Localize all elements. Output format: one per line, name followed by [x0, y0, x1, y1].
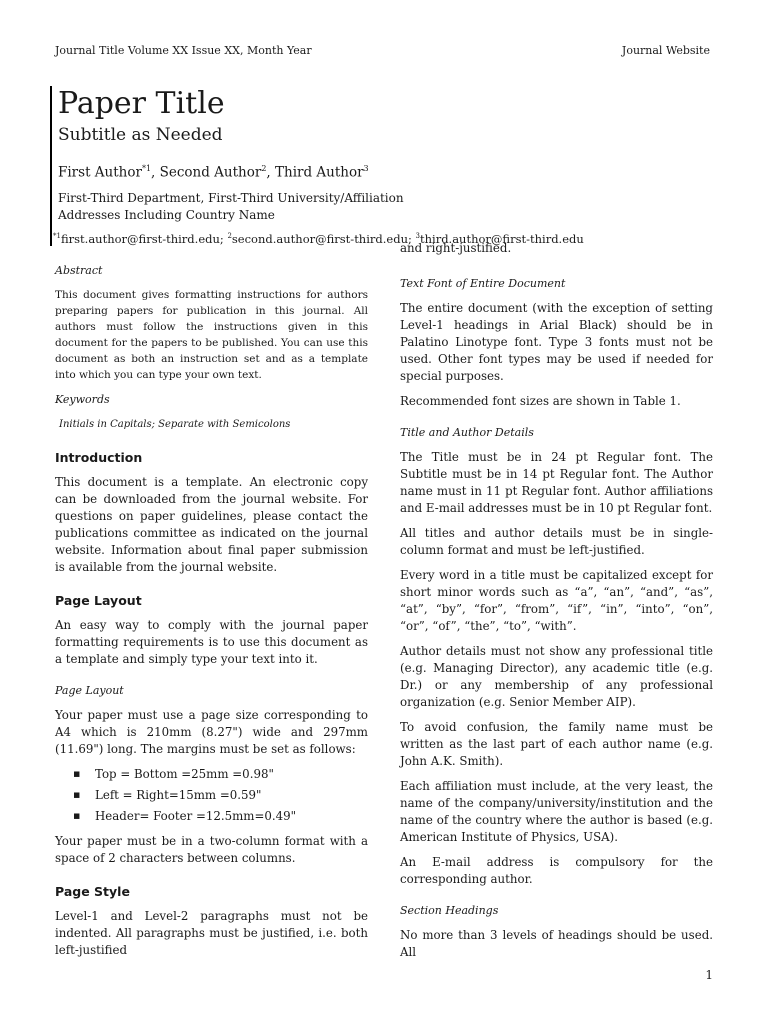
page-layout-text: An easy way to comply with the journal paper formatting requirements is to use this document as a template and simply type your text into it. [55, 618, 368, 666]
running-header-right: Journal Website [621, 44, 710, 57]
page-style-text: Level-1 and Level-2 paragraphs must not be indented. All paragraphs must be justified, i.e. both left-justified [55, 909, 368, 957]
abstract-text: This document gives formatting instructions for authors preparing papers for publication in this journal. All authors must follow the instructions given in this document for the papers to be published. You can use this document as both an instruction set and as a template into which you can type your own text. [55, 289, 368, 381]
text-font-heading: Text Font of Entire Document [400, 277, 566, 290]
author-list [58, 160, 598, 182]
text-font-text: The entire document (with the exception of setting Level-1 headings in Arial Black) should be in Palatino Linotype font. Type 3 fonts must not be used. Other font types may be used if needed for special purposes. [400, 301, 713, 383]
capitalization-text: Every word in a title must be capitalized except for short minor words such as “a”, “an”, “and”, “as”, “at”, “by”, “for”, “from”, “if”, “in”, “into”, “on”, “or”, “of”, “the”, “to”, “with”. [400, 568, 713, 633]
section-headings-heading: Section Headings [400, 904, 499, 917]
title-author-heading: Title and Author Details [400, 426, 534, 439]
affiliation [58, 190, 598, 224]
two-column-text: Your paper must be in a two-column format with a space of 2 characters between columns. [55, 834, 368, 865]
title-block [50, 86, 598, 246]
email-rule-text: An E-mail address is compulsory for the corresponding author. [400, 855, 713, 886]
page-layout-heading: Page Layout [55, 593, 142, 608]
abstract-heading: Abstract [55, 264, 103, 277]
keywords-text: Initials in Capitals; Separate with Semicolons [59, 419, 291, 430]
author-1: First Author [58, 164, 142, 181]
author-3-sup: 3 [363, 164, 369, 173]
paper-title: Paper Title [58, 86, 225, 121]
author-3: , Third Author [266, 164, 364, 181]
font-sizes-text: Recommended font sizes are shown in Table 1. [400, 394, 681, 408]
family-name-text: To avoid confusion, the family name must be written as the last part of each author name (e.g. John A.K. Smith). [400, 720, 713, 768]
margin-list [55, 766, 368, 825]
title-author-text: The Title must be in 24 pt Regular font. The Subtitle must be in 14 pt Regular font. The Author name must in 11 pt Regular font. Author affiliations and E-mail addresses must be in 10 pt Regular font. [400, 450, 713, 515]
single-column-text: All titles and author details must be in single-column format and must be left-justified. [400, 526, 713, 557]
professional-title-text: Author details must not show any professional title (e.g. Managing Director), any academic title (e.g. Dr.) or any membership of any professional organization (e.g. Senior Member AIP). [400, 644, 713, 709]
left-column [55, 262, 368, 967]
introduction-heading: Introduction [55, 450, 143, 465]
paper-subtitle: Subtitle as Needed [58, 125, 223, 145]
list-item: ▪ Header= Footer =12.5mm=0.49" [55, 808, 368, 825]
list-item: ▪ Top = Bottom =25mm =0.98" [55, 766, 368, 783]
affiliation-rule-text: Each affiliation must include, at the very least, the name of the company/university/institution and the name of the country where the author is based (e.g. American Institute of Physics, USA). [400, 779, 713, 844]
page-number: 1 [705, 968, 713, 982]
introduction-text: This document is a template. An electronic copy can be downloaded from the journal website. For questions on paper guidelines, please contact the publications committee as indicated on the journal website. Information about final paper submission is available from the journal website. [55, 475, 368, 574]
email-1: first.author@first-third.edu; [60, 231, 228, 246]
continued-text: and right-justified. [400, 241, 512, 255]
page-style-heading: Page Style [55, 884, 130, 899]
author-2-sup: 2 [261, 164, 267, 173]
right-column [400, 240, 713, 969]
running-header-left: Journal Title Volume XX Issue XX, Month Year [55, 44, 312, 57]
email-3-sup: 3 [415, 231, 420, 240]
section-headings-text: No more than 3 levels of headings should be used. All [400, 928, 713, 959]
author-2: , Second Author [151, 164, 262, 181]
affiliation-line-2: Addresses Including Country Name [58, 207, 275, 222]
author-1-sup: *1 [141, 164, 152, 173]
keywords-heading: Keywords [55, 393, 110, 406]
affiliation-line-1: First-Third Department, First-Third University/Affiliation [58, 190, 404, 205]
email-2-sup: 2 [227, 231, 232, 240]
list-item: ▪ Left = Right=15mm =0.59" [55, 787, 368, 804]
email-2: second.author@first-third.edu; [231, 231, 416, 246]
page-layout-subheading: Page Layout [55, 684, 124, 697]
page-size-text: Your paper must use a page size corresponding to A4 which is 210mm (8.27") wide and 297mm (11.69") long. The margins must be set as follows: [55, 708, 368, 756]
email-3: third.author@first-third.edu [419, 231, 584, 246]
email-1-sup: *1 [53, 231, 61, 240]
